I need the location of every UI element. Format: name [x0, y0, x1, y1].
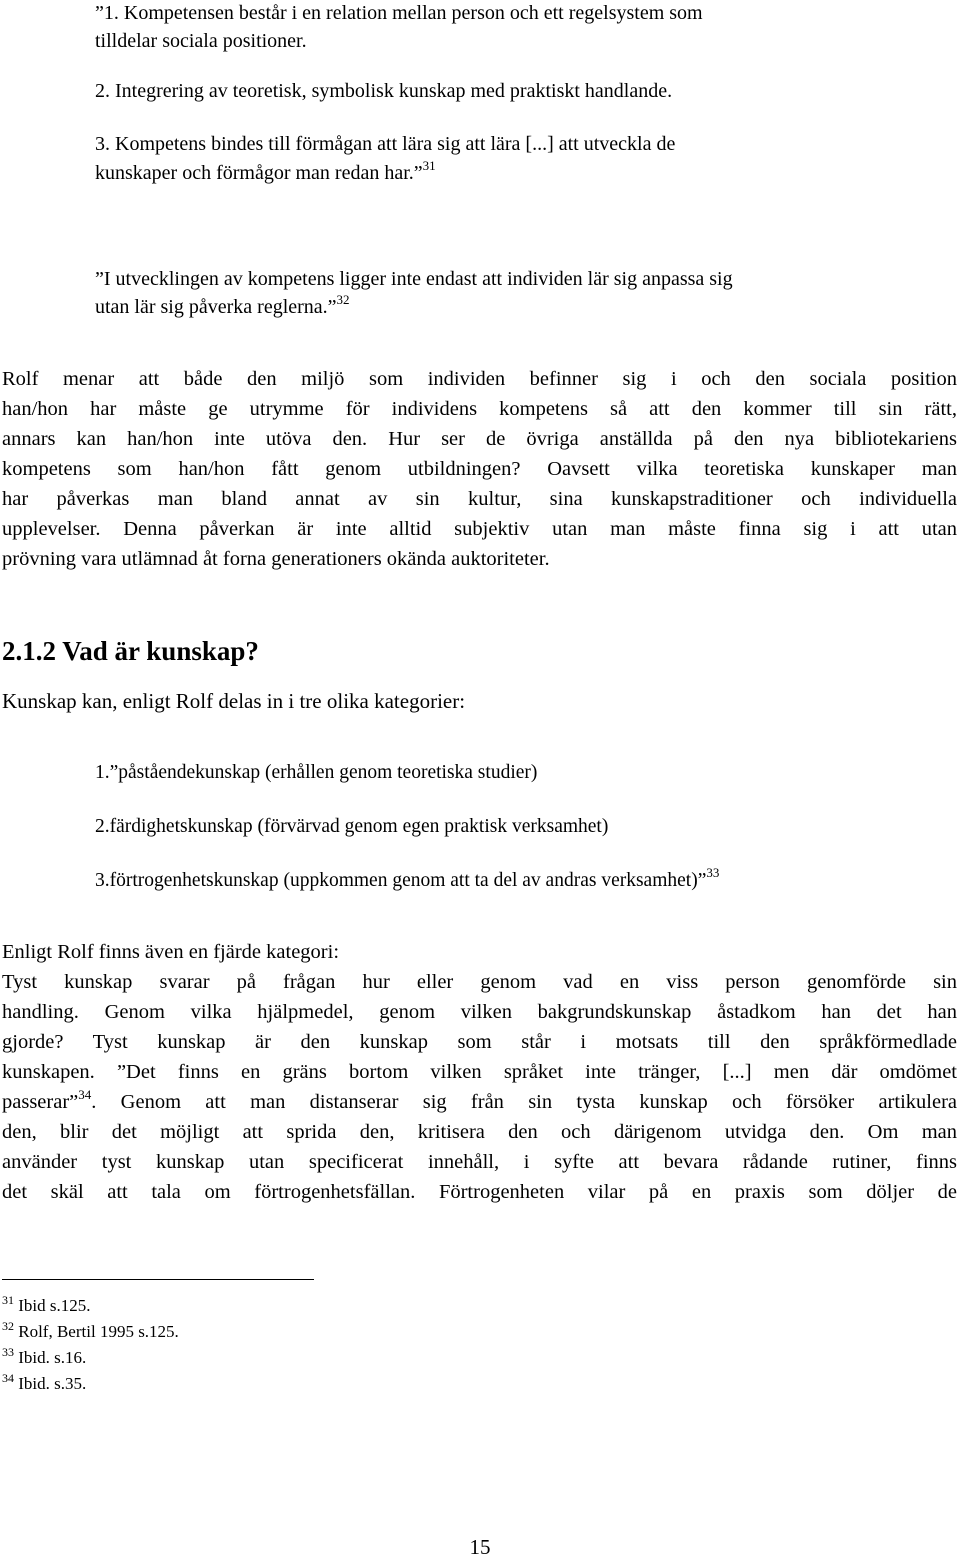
list-item: 1.”påståendekunskap (erhållen genom teoretiska studier) [95, 762, 538, 783]
paragraph-line: kompetens som han/hon fått genom utbildningen? Oavsett vilka teoretiska kunskaper man [2, 458, 957, 480]
page-number: 15 [469, 1535, 491, 1559]
footnote-ref: 34 [78, 1087, 92, 1102]
footnote: $^{33}$ Ibid. s.16. [2, 1345, 87, 1367]
paragraph-line: den, blir det möjligt att sprida den, kritisera den och därigenom utvidga den. Om man [2, 1121, 957, 1143]
footnote-ref: 33 [706, 865, 720, 880]
paragraph-text: passerar”$^{34}$ [2, 1087, 92, 1113]
paragraph-line: annars kan han/hon inte utöva den. Hur ser de övriga anställda på den nya bibliotekariens [2, 428, 957, 450]
paragraph-line: handling. Genom vilka hjälpmedel, genom vilken bakgrundskunskap åstadkom han det han [2, 1001, 957, 1023]
footnote: $^{31}$ Ibid s.125. [2, 1293, 91, 1315]
paragraph-line: har påverkas man bland annat av sin kultur, sina kunskapstraditioner och individuella [2, 488, 957, 510]
list-item: 2.färdighetskunskap (förvärvad genom egen praktisk verksamhet) [95, 816, 609, 837]
paragraph-line: Tyst kunskap svarar på frågan hur eller genom vad en viss person genomförde sin [2, 971, 957, 993]
section-heading: 2.1.2 Vad är kunskap? [2, 636, 259, 666]
quote-line: 3. Kompetens bindes till förmågan att lära sig att lära [...] att utveckla de [95, 133, 676, 155]
quote-line: ”1. Kompetensen består i en relation mellan person och ett regelsystem som [95, 2, 703, 24]
footnote-ref: 31 [422, 158, 436, 173]
list-item-text: 3.förtrogenhetskunskap (uppkommen genom att ta del av andras verksamhet)” [95, 870, 707, 891]
footnote-divider [2, 1279, 314, 1280]
paragraph-text: . Genom att man distanserar sig från sin tysta kunskap och försöker artikulera [91, 1091, 957, 1113]
paragraph-line: det skäl att tala om förtrogenhetsfällan. Förtrogenheten vilar på en praxis som döljer de [2, 1181, 957, 1203]
list-item [95, 865, 720, 892]
quote-line: tilldelar sociala positioner. [95, 30, 307, 52]
footnote-ref: 32 [336, 292, 350, 307]
quote-text: kunskaper och förmågor man redan har.” [95, 162, 423, 184]
quote-text: utan lär sig påverka reglerna.” [95, 296, 337, 318]
paragraph-line [2, 1087, 957, 1114]
quote-line: 2. Integrering av teoretisk, symbolisk kunskap med praktiskt handlande. [95, 80, 673, 102]
paragraph-line: upplevelser. Denna påverkan är inte alltid subjektiv utan man måste finna sig i att utan [2, 518, 957, 540]
paragraph-line: han/hon har måste ge utrymme för individens kompetens så att den kommer till sin rätt, [2, 398, 957, 420]
paragraph-line: Rolf menar att både den miljö som individen befinner sig i och den sociala position [2, 368, 957, 390]
footnote: $^{32}$ Rolf, Bertil 1995 s.125. [2, 1319, 179, 1341]
paragraph-line: Enligt Rolf finns även en fjärde kategori: [2, 941, 340, 963]
paragraph-line: kunskapen. ”Det finns en gräns bortom vilken språket inte tränger, [...] men där omdömet [2, 1061, 957, 1083]
quote-line: ”I utvecklingen av kompetens ligger inte endast att individen lär sig anpassa sig [95, 268, 733, 290]
footnote: $^{34}$ Ibid. s.35. [2, 1371, 87, 1393]
paragraph-line: använder tyst kunskap utan specificerat innehåll, i syfte att bevara rådande rutiner, finns [2, 1151, 957, 1173]
paragraph-line: prövning vara utlämnad åt forna generationers okända auktoriteter. [2, 548, 550, 570]
quote-line [95, 158, 436, 185]
paragraph-line: gjorde? Tyst kunskap är den kunskap som står i motsats till den språkförmedlade [2, 1031, 957, 1053]
quote-line [95, 292, 350, 319]
intro-text: Kunskap kan, enligt Rolf delas in i tre olika kategorier: [2, 689, 466, 713]
